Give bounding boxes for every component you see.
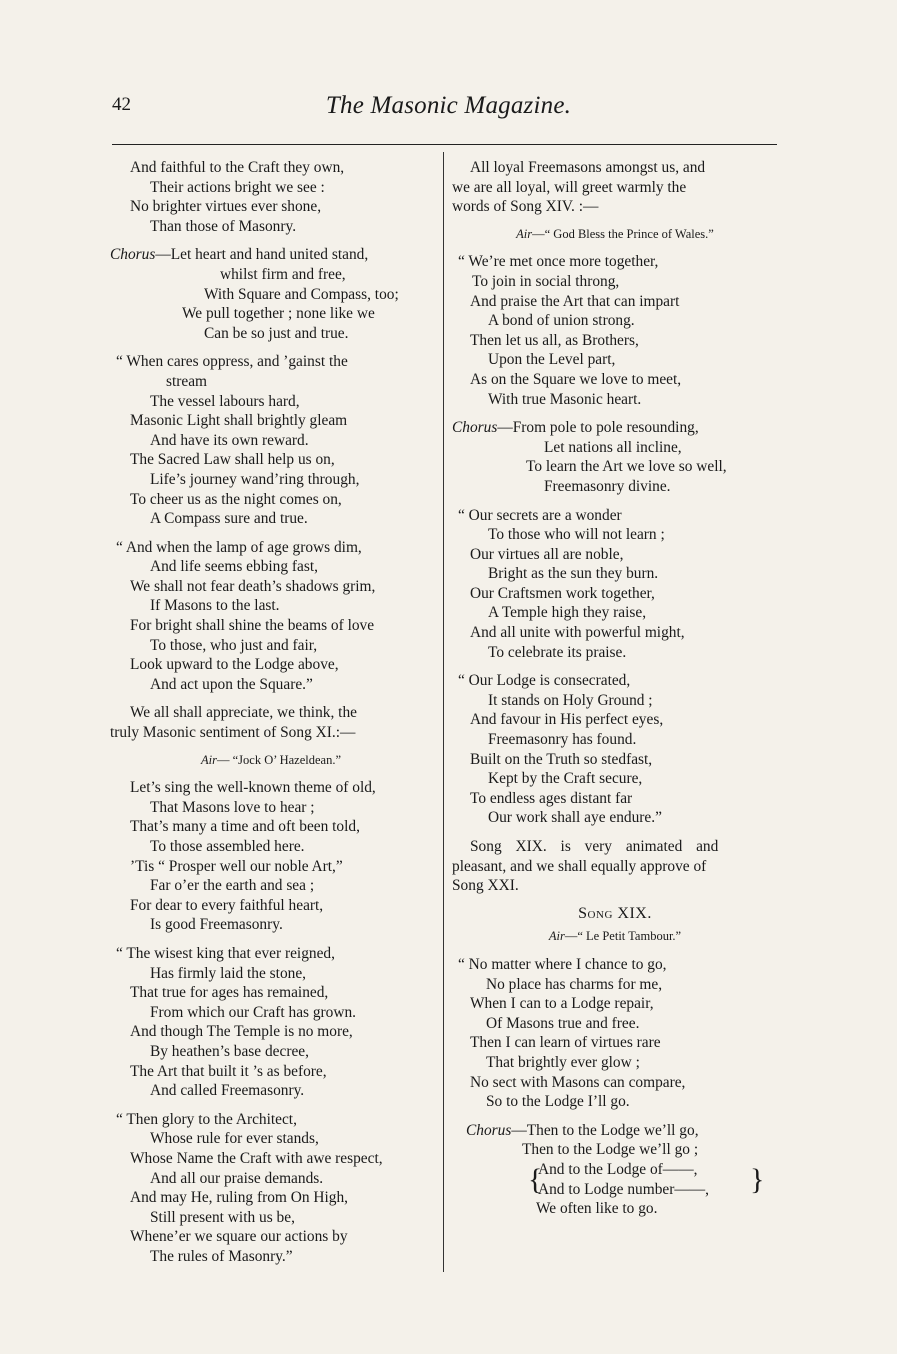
chorus-label: Chorus	[466, 1121, 512, 1139]
running-title: The Masonic Magazine.	[325, 92, 572, 119]
verse-line: And faithful to the Craft they own,	[130, 159, 345, 176]
stanza	[110, 158, 432, 236]
verse-line: Kept by the Craft secure,	[488, 770, 643, 788]
verse-line: And to the Lodge of——,	[538, 1160, 698, 1178]
verse-line: A bond of union strong.	[488, 312, 635, 330]
chorus	[452, 1121, 778, 1219]
air-caption	[452, 927, 778, 947]
verse-line: And praise the Art that can impart	[470, 292, 680, 310]
verse-line: That Masons love to hear ;	[150, 798, 315, 816]
verse-line: Bright as the sun they burn.	[488, 565, 659, 583]
verse-line: “ Our Lodge is consecrated,	[458, 672, 631, 690]
verse-line: And have its own reward.	[150, 431, 309, 449]
stanza	[110, 538, 432, 695]
stanza	[452, 955, 778, 1112]
verse-line: For dear to every faithful heart,	[130, 896, 324, 914]
verse-line: “ Then glory to the Architect,	[116, 1110, 297, 1128]
verse-line: For bright shall shine the beams of love	[130, 617, 375, 635]
verse-line: We pull together ; none like we	[182, 305, 375, 323]
verse-line: And called Freemasonry.	[150, 1082, 305, 1100]
verse-line: A Temple high they raise,	[488, 604, 647, 622]
verse-line: Freemasonry has found.	[488, 731, 637, 749]
chorus-text: —From pole to pole resounding,	[497, 419, 699, 437]
verse-line: Our work shall aye endure.”	[488, 809, 662, 827]
verse-line: With true Masonic heart.	[488, 390, 642, 408]
bracketed-lines	[452, 1160, 778, 1199]
verse-line: “ The wisest king that ever reigned,	[116, 944, 335, 962]
verse-line: To cheer us as the night comes on,	[130, 490, 342, 508]
prose-line: Song XIX. is very animated and	[470, 838, 719, 855]
verse-line: So to the Lodge I’ll go.	[486, 1093, 630, 1111]
page-number: 42	[112, 94, 131, 115]
verse-line: That’s many a time and oft been told,	[130, 818, 360, 836]
verse-line: Our Craftsmen work together,	[470, 584, 655, 602]
air-caption	[452, 225, 778, 245]
air-label: Air	[201, 752, 217, 767]
verse-line: To endless ages distant far	[470, 789, 633, 807]
prose-paragraph	[452, 158, 778, 217]
verse-line: We shall not fear death’s shadows grim,	[130, 577, 376, 595]
verse-line: To those, who just and fair,	[150, 636, 318, 654]
air-label: Air	[548, 929, 565, 944]
verse-line: And to Lodge number——,	[538, 1180, 709, 1198]
verse-line	[110, 245, 432, 265]
chorus-text: —Let heart and hand united stand,	[155, 246, 369, 264]
verse-line: “ And when the lamp of age grows dim,	[116, 538, 362, 556]
verse-line: Built on the Truth so stedfast,	[470, 750, 653, 768]
verse-line: Then to the Lodge we’ll go ;	[522, 1141, 699, 1159]
stanza	[110, 1110, 432, 1267]
verse-line: We often like to go.	[536, 1200, 658, 1218]
prose-paragraph	[452, 837, 778, 896]
verse-line: Upon the Level part,	[488, 351, 616, 369]
verse-line: To join in social throng,	[472, 272, 620, 290]
chorus	[452, 418, 778, 496]
verse-line: And may He, ruling from On High,	[130, 1189, 349, 1207]
verse-line: If Masons to the last.	[150, 597, 280, 615]
prose-paragraph	[110, 703, 432, 742]
verse-line: To celebrate its praise.	[488, 643, 627, 661]
verse-line: And all our praise demands.	[150, 1169, 324, 1187]
verse-line: Then let us all, as Brothers,	[470, 331, 639, 349]
stanza	[110, 944, 432, 1101]
verse-line: With Square and Compass, too;	[204, 285, 399, 303]
song-heading: Song XIX.	[578, 904, 652, 922]
verse-line: And life seems ebbing fast,	[150, 558, 318, 576]
verse-line: Their actions bright we see :	[150, 178, 325, 196]
stanza	[452, 252, 778, 409]
prose-line: words of Song XIV. :—	[452, 198, 599, 216]
verse-line: A Compass sure and true.	[150, 510, 308, 528]
verse-line: Of Masons true and free.	[486, 1014, 640, 1032]
verse-line: To those who will not learn ;	[488, 526, 665, 544]
prose-line: we are all loyal, will greet warmly the	[452, 178, 687, 196]
verse-line: And though The Temple is no more,	[130, 1023, 353, 1041]
verse-line: Life’s journey wand’ring through,	[150, 470, 360, 488]
verse-line: That brightly ever glow ;	[486, 1053, 640, 1071]
verse-line: whilst firm and free,	[220, 265, 346, 283]
stanza	[110, 352, 432, 528]
chorus-label: Chorus	[452, 419, 498, 437]
chorus-label: Chorus	[110, 246, 156, 264]
verse-line: That true for ages has remained,	[130, 984, 329, 1002]
verse-line: And favour in His perfect eyes,	[470, 711, 664, 729]
left-brace: {	[528, 1162, 543, 1196]
air-label: Air	[516, 226, 533, 241]
air-title: —“ Le Petit Tambour.”	[564, 929, 682, 944]
verse-line: “ We’re met once more together,	[458, 253, 659, 271]
verse-line: “ When cares oppress, and ’gainst the	[116, 353, 348, 371]
verse-line: And all unite with powerful might,	[470, 624, 685, 642]
verse-line: Then I can learn of virtues rare	[470, 1034, 661, 1052]
verse-line	[452, 1121, 778, 1141]
verse-line: Our virtues all are noble,	[470, 545, 624, 563]
prose-line: All loyal Freemasons amongst us, and	[470, 159, 706, 176]
air-title: — “Jock O’ Hazeldean.”	[216, 752, 341, 767]
verse-line: The vessel labours hard,	[150, 392, 300, 410]
stanza	[452, 506, 778, 663]
column-divider	[443, 152, 444, 1272]
verse-line: “ Our secrets are a wonder	[458, 506, 622, 524]
verse-line: Whose rule for ever stands,	[150, 1130, 319, 1148]
verse-line: As on the Square we love to meet,	[470, 370, 682, 388]
right-column	[452, 158, 778, 1228]
right-brace: }	[750, 1162, 765, 1196]
prose-line: truly Masonic sentiment of Song XI.:—	[110, 724, 356, 742]
left-column	[110, 158, 432, 1275]
verse-line: Whose Name the Craft with awe respect,	[130, 1149, 383, 1167]
verse-line	[452, 418, 778, 438]
stanza	[110, 778, 432, 935]
verse-line: Has firmly laid the stone,	[150, 964, 307, 982]
verse-line: By heathen’s base decree,	[150, 1042, 309, 1060]
verse-line: No brighter virtues ever shone,	[130, 198, 322, 216]
verse-line: Far o’er the earth and sea ;	[150, 877, 315, 895]
header-rule	[112, 144, 777, 145]
verse-line: Masonic Light shall brightly gleam	[130, 412, 348, 430]
prose-line: Song XXI.	[452, 877, 519, 895]
prose-line: We all shall appreciate, we think, the	[130, 704, 357, 722]
verse-line: The rules of Masonry.”	[150, 1247, 293, 1265]
verse-line: The Art that built it ’s as before,	[130, 1062, 327, 1080]
verse-line: ’Tis “ Prosper well our noble Art,”	[130, 857, 343, 875]
air-title: —“ God Bless the Prince of Wales.”	[532, 226, 714, 241]
verse-line: stream	[166, 372, 208, 390]
verse-line: The Sacred Law shall help us on,	[130, 451, 335, 469]
verse-line: When I can to a Lodge repair,	[470, 995, 654, 1013]
verse-line: Whene’er we square our actions by	[130, 1228, 348, 1246]
page-header	[0, 92, 897, 128]
verse-line: Freemasonry divine.	[544, 477, 671, 495]
verse-line: No sect with Masons can compare,	[470, 1073, 686, 1091]
verse-line: Is good Freemasonry.	[150, 916, 283, 934]
stanza	[452, 671, 778, 828]
prose-line: pleasant, and we shall equally approve of	[452, 857, 707, 875]
verse-line: No place has charms for me,	[486, 975, 663, 993]
verse-line: Look upward to the Lodge above,	[130, 656, 339, 674]
verse-line: From which our Craft has grown.	[150, 1003, 357, 1021]
verse-line: Let’s sing the well-known theme of old,	[130, 779, 376, 797]
verse-line: To learn the Art we love so well,	[526, 458, 727, 476]
verse-line: Can be so just and true.	[204, 324, 349, 342]
air-caption	[110, 751, 432, 771]
chorus	[110, 245, 432, 343]
verse-line: To those assembled here.	[150, 838, 305, 855]
verse-line: And act upon the Square.”	[150, 675, 313, 693]
verse-line: Let nations all incline,	[544, 438, 682, 456]
verse-line: Than those of Masonry.	[150, 217, 297, 235]
verse-line: “ No matter where I chance to go,	[458, 955, 667, 973]
verse-line: It stands on Holy Ground ;	[488, 691, 653, 709]
verse-line: Still present with us be,	[150, 1208, 295, 1226]
chorus-text: —Then to the Lodge we’ll go,	[511, 1121, 699, 1139]
